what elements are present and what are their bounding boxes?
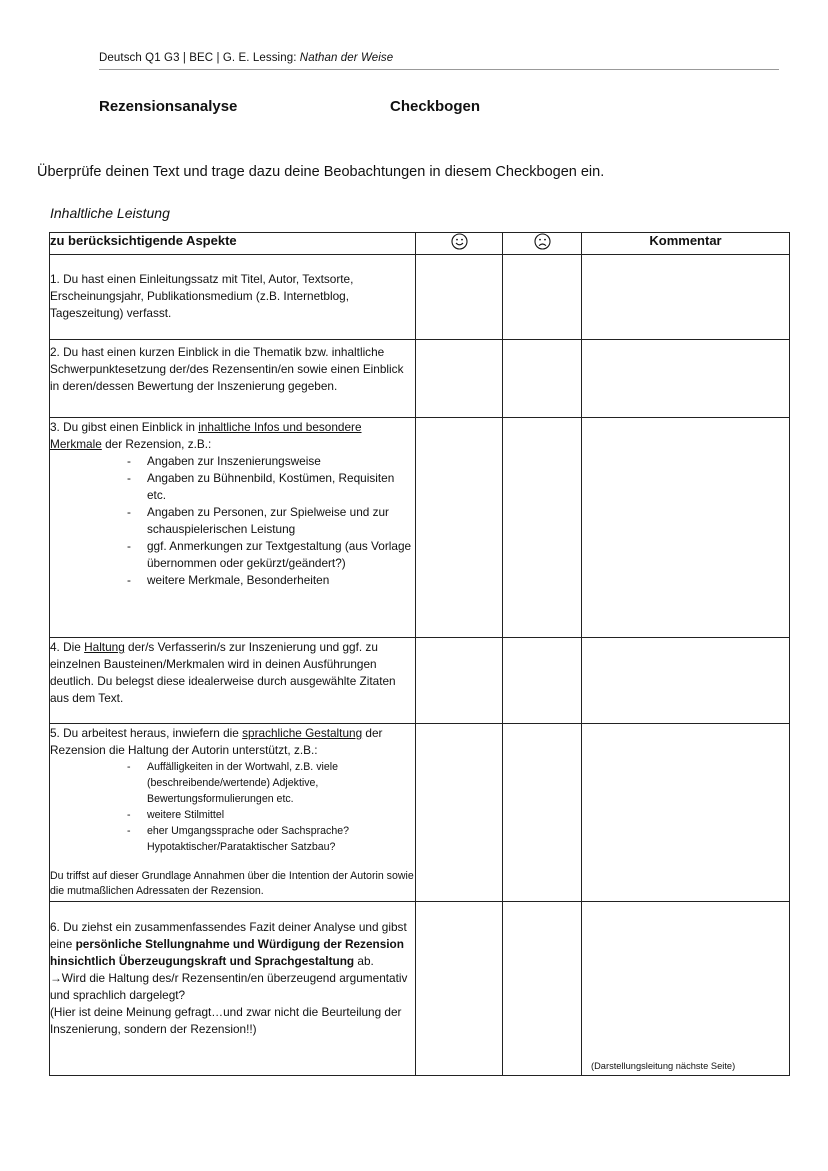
aspect-text: 1. Du hast einen Einleitungssatz mit Titel, Autor, Textsorte, Erscheinungsjahr, Publikationsmedium (z.B. Internetblog, Tageszeitung) verfasst. (50, 272, 354, 320)
aspect-cell (50, 902, 416, 1076)
aspect-cell (50, 638, 416, 724)
aspect-text (50, 902, 415, 1038)
aspect-text-part: 3. Du gibst einen Einblick in (50, 420, 199, 434)
page-header (99, 52, 779, 70)
smiley-sad-icon (534, 233, 551, 250)
aspect-text-part: 4. Die (50, 640, 85, 654)
header-comment: Kommentar (582, 233, 790, 255)
list-item: - Angaben zu Personen, zur Spielweise und zur schauspielerischen Leistung (127, 504, 415, 538)
aspect-text-part: der/s Verfasserin/s zur Inszenierung und ggf. zu einzelnen Bausteinen/Merkmalen wird in deinen Ausführungen deutlich. Du belegst diese idealerweise durch ausgewählte Zitaten aus dem Text. (50, 640, 396, 705)
header-course: Deutsch Q1 G3 | BEC | G. E. Lessing: (99, 52, 300, 64)
positive-check-cell[interactable] (416, 418, 503, 638)
negative-check-cell[interactable] (503, 255, 582, 340)
list-item: - eher Umgangssprache oder Sachsprache? Hypotaktischer/Parataktischer Satzbau? (127, 823, 415, 855)
comment-cell[interactable] (582, 902, 790, 1076)
negative-check-cell[interactable] (503, 418, 582, 638)
list-item: - ggf. Anmerkungen zur Textgestaltung (aus Vorlage übernommen oder gekürzt/geändert?) (127, 538, 415, 572)
aspect-text (50, 418, 415, 453)
positive-check-cell[interactable] (416, 724, 503, 902)
aspect-cell (50, 724, 416, 902)
positive-check-cell[interactable] (416, 638, 503, 724)
negative-check-cell[interactable] (503, 638, 582, 724)
aspect-question: Wird die Haltung des/r Rezensentin/en überzeugend argumentativ und sprachlich dargelegt? (50, 971, 408, 1002)
intro-text: Überprüfe deinen Text und trage dazu deine Beobachtungen in diesem Checkbogen ein. (37, 164, 605, 180)
positive-check-cell[interactable] (416, 255, 503, 340)
aspect-text (50, 638, 415, 707)
aspect-note: (Hier ist deine Meinung gefragt…und zwar nicht die Beurteilung der Inszenierung, sondern der Rezension!!) (50, 1005, 402, 1036)
page-title: Rezensionsanalyse (99, 98, 238, 115)
comment-cell[interactable] (582, 724, 790, 902)
aspect-emphasis: sprachliche Gestaltung (242, 726, 363, 740)
table-row (50, 255, 790, 340)
list-item: - Angaben zur Inszenierungsweise (127, 453, 415, 470)
comment-cell[interactable] (582, 638, 790, 724)
positive-check-cell[interactable] (416, 340, 503, 418)
negative-check-cell[interactable] (503, 902, 582, 1076)
aspect-text-part: der Rezension die Haltung der Autorin unterstützt, z.B.: (50, 726, 383, 757)
header-aspects: zu berücksichtigende Aspekte (50, 233, 416, 255)
table-row (50, 340, 790, 418)
comment-cell[interactable] (582, 340, 790, 418)
aspect-text-part: 5. Du arbeitest heraus, inwiefern die (50, 726, 243, 740)
positive-check-cell[interactable] (416, 902, 503, 1076)
aspect-text-part: der Rezension, z.B.: (101, 437, 212, 451)
list-item: - Angaben zu Bühnenbild, Kostümen, Requisiten etc. (127, 470, 415, 504)
header-negative (503, 233, 582, 255)
header-work-title: Nathan der Weise (299, 52, 394, 64)
list-item: - weitere Merkmale, Besonderheiten (127, 572, 415, 589)
aspect-cell (50, 340, 416, 418)
table-row (50, 902, 790, 1076)
checklist-table (49, 232, 790, 1076)
aspect-emphasis: inhaltliche Infos und besondere Merkmale (50, 420, 362, 451)
aspect-list (50, 759, 415, 855)
aspect-text-part: 6. Du ziehst ein zusammenfassendes Fazit deiner Analyse und gibst eine (50, 920, 407, 951)
aspect-text: 2. Du hast einen kurzen Einblick in die Thematik bzw. inhaltliche Schwerpunktesetzung der/des Rezensentin/en sowie einen Einblick in deren/dessen Bewertung der Inszenierung gegeben. (50, 345, 404, 393)
table-row (50, 724, 790, 902)
negative-check-cell[interactable] (503, 340, 582, 418)
comment-cell[interactable] (582, 418, 790, 638)
aspect-emphasis: persönliche Stellungnahme und Würdigung der Rezension hinsichtlich Überzeugungskraft und Sprachgestaltung (50, 937, 404, 968)
aspect-cell (50, 418, 416, 638)
page-subtitle: Checkbogen (390, 98, 481, 115)
list-item: - Auffälligkeiten in der Wortwahl, z.B. viele (beschreibende/wertende) Adjektive, Bewertungsformulierungen etc. (127, 759, 415, 807)
table-row (50, 418, 790, 638)
aspect-emphasis: Haltung (84, 640, 125, 654)
table-header-row (50, 233, 790, 255)
aspect-note: Du triffst auf dieser Grundlage Annahmen über die Intention der Autorin sowie die mutmaßlichen Adressaten der Rezension. (50, 870, 414, 897)
footnote: (Darstellungsleitung nächste Seite) (591, 1061, 736, 1071)
negative-check-cell[interactable] (503, 724, 582, 902)
comment-cell[interactable] (582, 255, 790, 340)
aspect-text (50, 724, 415, 759)
aspect-list (50, 453, 415, 589)
section-heading: Inhaltliche Leistung (50, 205, 170, 221)
arrow-icon: → (50, 971, 62, 985)
list-item: - weitere Stilmittel (127, 807, 415, 823)
smiley-happy-icon (451, 233, 468, 250)
header-positive (416, 233, 503, 255)
aspect-cell (50, 255, 416, 340)
aspect-text-part: ab. (354, 954, 374, 968)
table-row (50, 638, 790, 724)
